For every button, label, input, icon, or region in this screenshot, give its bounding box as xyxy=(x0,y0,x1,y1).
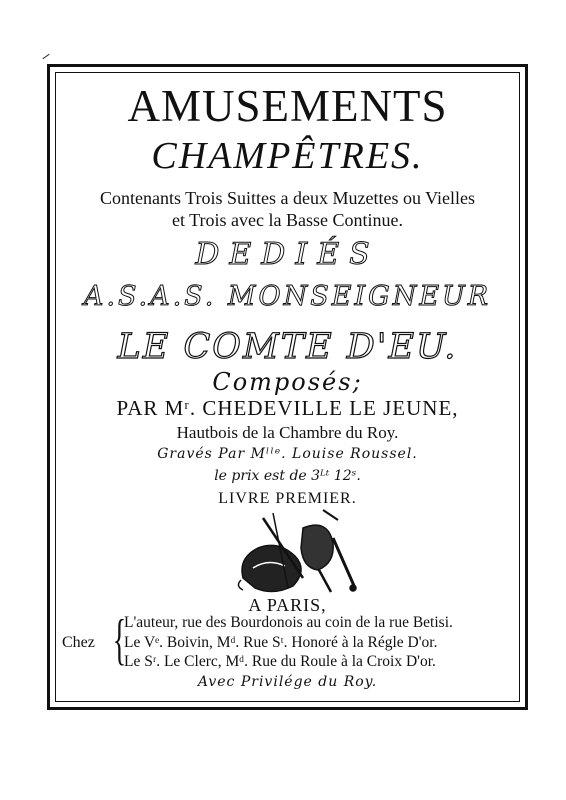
engraver-line: Gravés Par Mˡˡᵉ. Louise Roussel. xyxy=(157,446,418,462)
price-line: le prix est de 3ᴸᵗ 12ˢ. xyxy=(214,468,361,484)
musette-and-vielle-trophy-icon xyxy=(233,508,361,594)
book-label: LIVRE PREMIER. xyxy=(218,490,357,507)
address-line-1: L'auteur, rue des Bourdonois au coin de la rue Betisi. xyxy=(124,614,453,631)
chez-label: Chez xyxy=(62,634,95,651)
composed-label: Composés; xyxy=(212,368,363,396)
title-line-2: CHAMPÊTRES. xyxy=(151,135,424,177)
dedicatee-line-2: LE COMTE D'EU. xyxy=(117,327,458,367)
stray-mark xyxy=(42,54,49,59)
dedicatee-line-1: A.S.A.S. MONSEIGNEUR xyxy=(83,281,492,312)
composer-title: Hautbois de la Chambre du Roy. xyxy=(176,423,399,442)
city-label: A PARIS, xyxy=(248,595,327,615)
composer-line: PAR Mʳ. CHEDEVILLE LE JEUNE, xyxy=(116,396,459,420)
address-line-2: Le Vᵉ. Boivin, Mᵈ. Rue Sᵗ. Honoré à la Régle D'or. xyxy=(124,634,438,651)
subtitle-line-2: et Trois avec la Basse Continue. xyxy=(172,210,403,230)
brace-glyph: { xyxy=(112,609,127,671)
dedication-label: DEDIÉS xyxy=(195,237,380,272)
subtitle-line-1: Contenants Trois Suittes a deux Muzettes ou Vielles xyxy=(99,188,476,208)
title-line-1: AMUSEMENTS xyxy=(127,81,448,131)
address-line-3: Le Sʳ. Le Clerc, Mᵈ. Rue du Roule à la Croix D'or. xyxy=(124,653,436,670)
privilege-line: Avec Privilége du Roy. xyxy=(197,674,378,690)
